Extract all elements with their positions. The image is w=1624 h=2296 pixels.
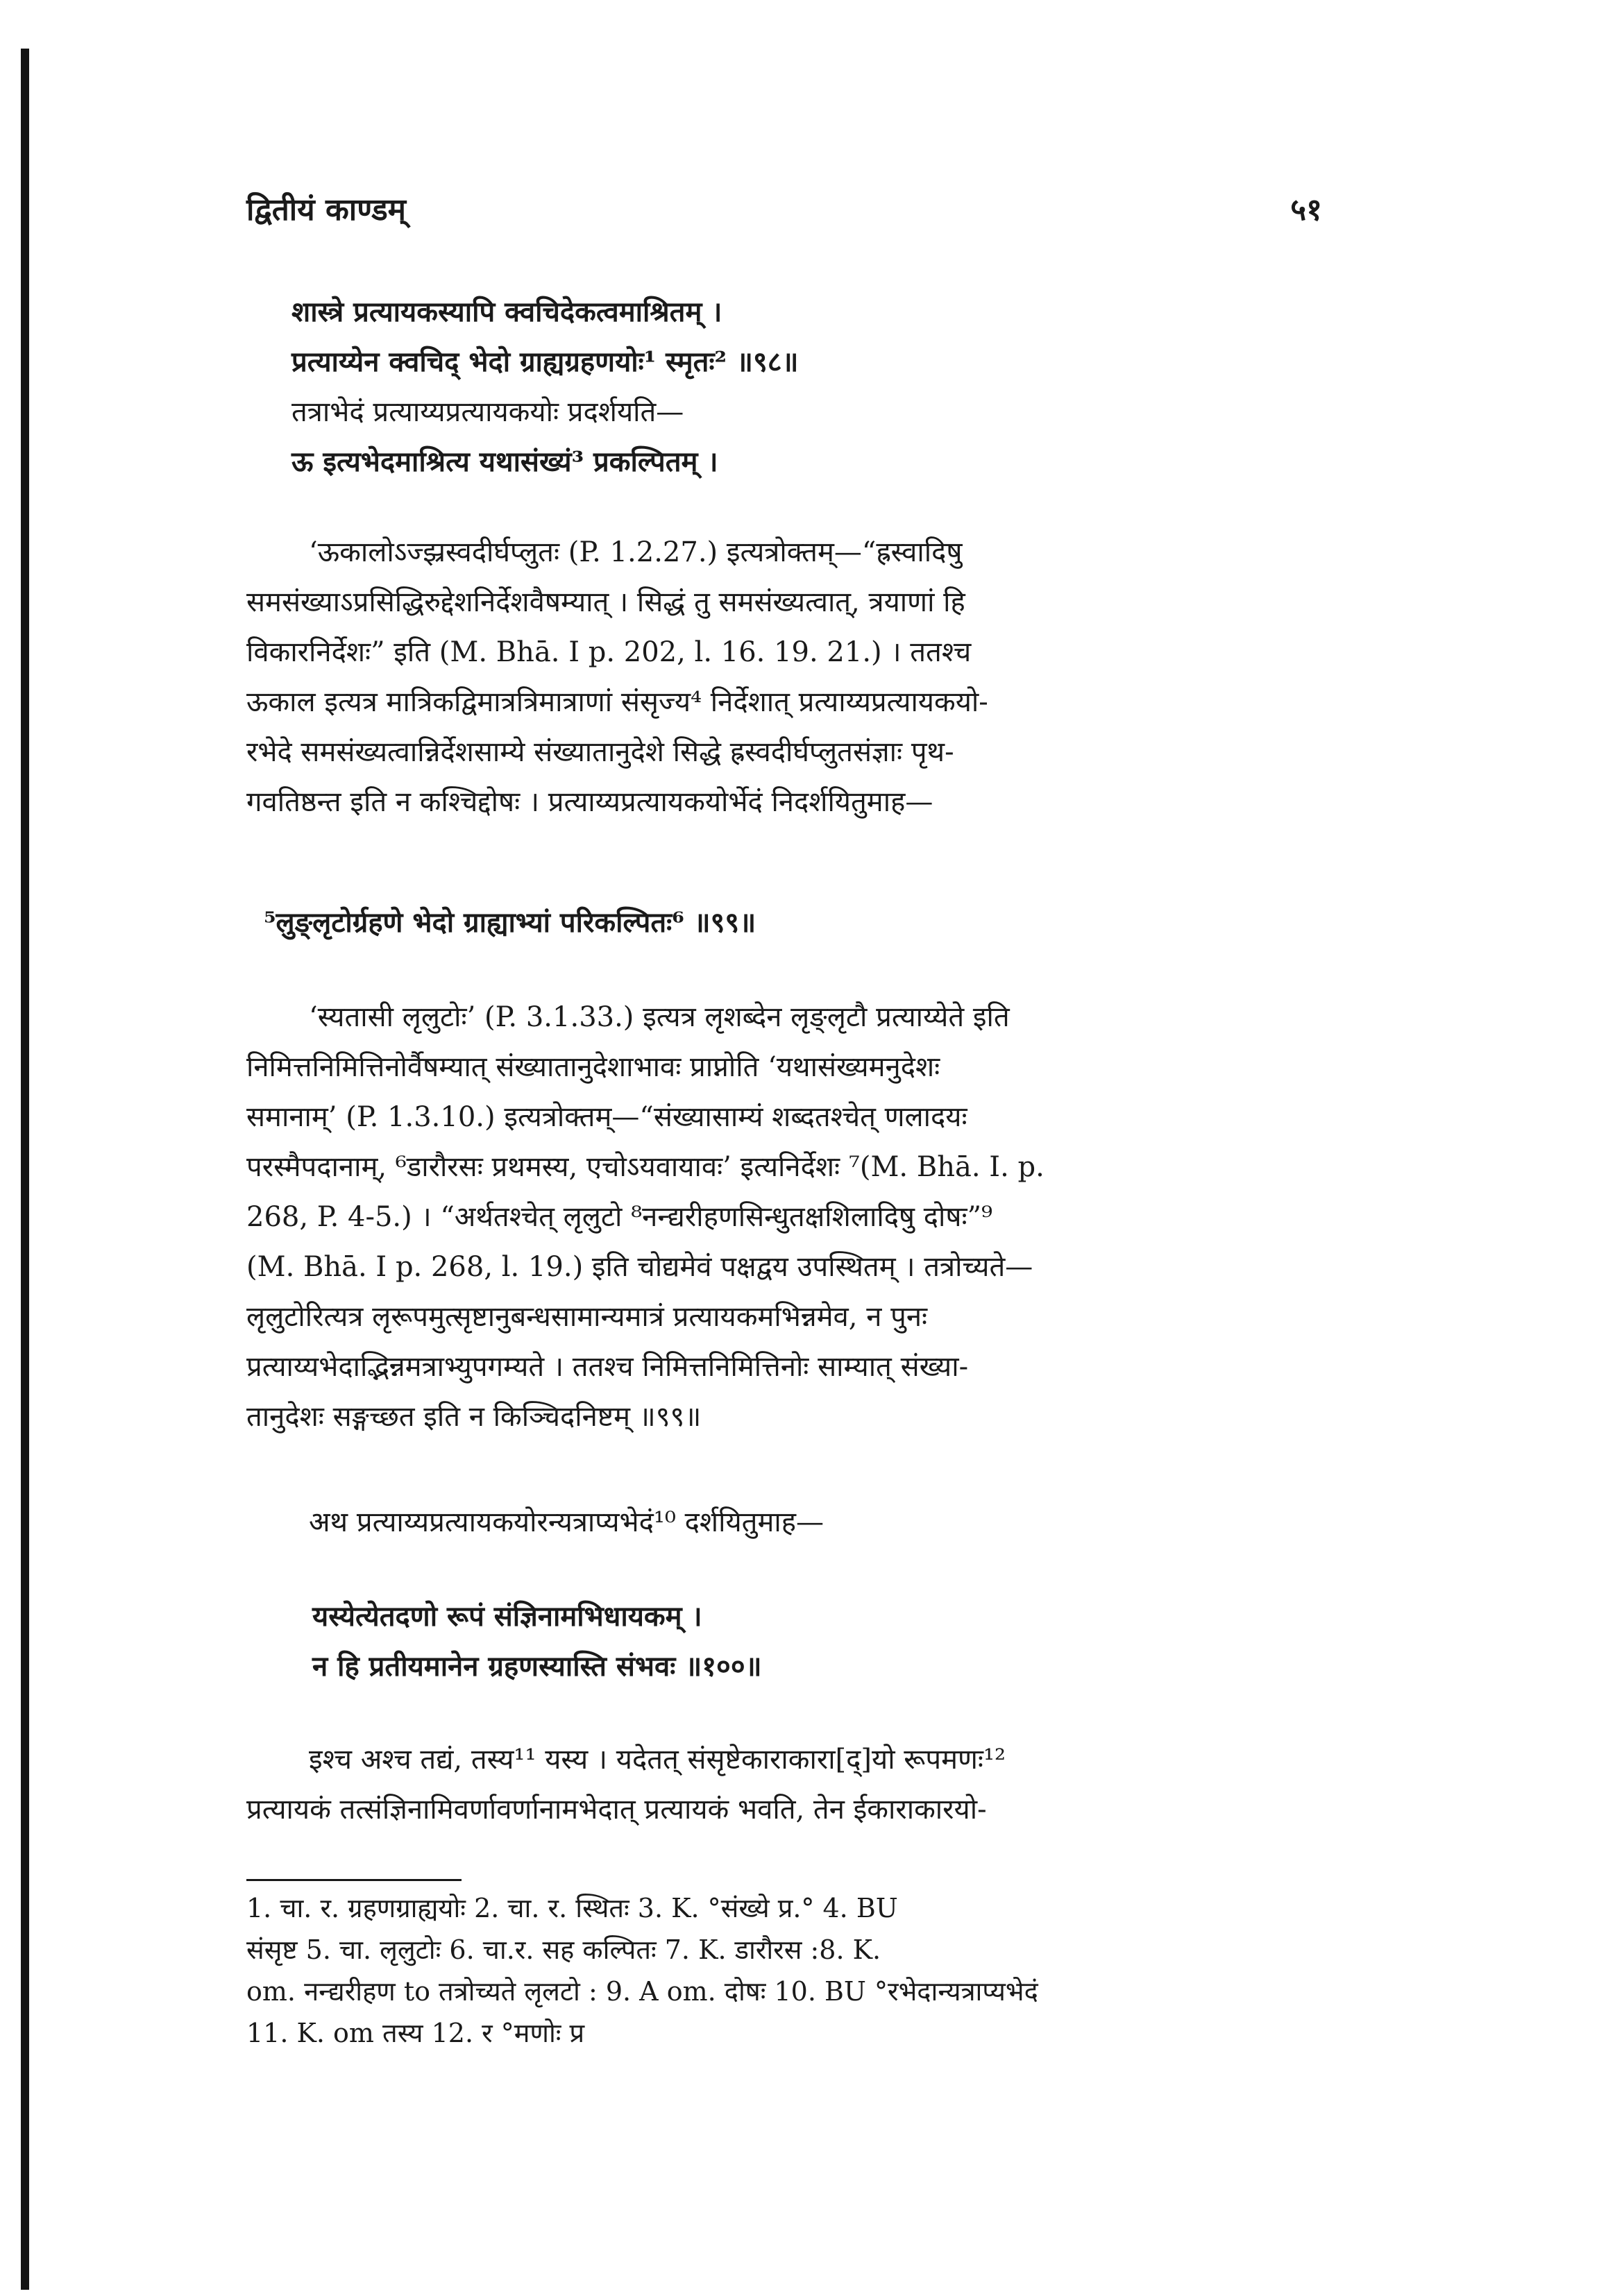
binding-edge-line [21,49,29,2290]
commentary-line: समानाम्’ (P. 1.3.10.) इत्यत्रोक्तम्—“संख्यासाम्यं शब्दतश्चेत् णलादयः [246,1101,967,1133]
verse-line: ऊ इत्यभेदमाश्रित्य यथासंख्यं³ प्रकल्पितम् । [291,445,718,478]
commentary-line: इश्च अश्च तद्यं, तस्य¹¹ यस्य । यदेतत् संसृष्टेकाराकारा[द्]यो रूपमणः¹² [309,1744,1006,1776]
commentary-line: तानुदेशः सङ्गच्छत इति न किञ्चिदनिष्टम् ॥९९॥ [246,1401,702,1433]
verse-intro-line: तत्राभेदं प्रत्याय्यप्रत्यायकयोः प्रदर्शयति— [291,396,684,428]
commentary-paragraph [246,1497,1329,1547]
section-title: द्वितीयं काण्डम् [246,192,406,228]
verse-line: ⁵लुङ्लृटोर्ग्रहणे भेदो ग्राह्याभ्यां परिकल्पितः⁶ ॥९९॥ [264,906,756,939]
commentary-line: ऊकाल इत्यत्र मात्रिकद्विमात्रत्रिमात्राणां संसृज्य⁴ निर्देशात् प्रत्याय्यप्रत्यायकयो- [246,686,988,718]
footnote-line: संसृष्ट 5. चा. लृलुटोः 6. चा.र. सह कल्पितः 7. K. डारौरस :8. K. [246,1934,881,1965]
commentary-line: निमित्तनिमित्तिनोर्वैषम्यात् संख्यातानुदेशाभावः प्राप्नोति ‘यथासंख्यमनुदेशः [246,1051,940,1083]
commentary-line: 268, P. 4-5.) । “अर्थतश्चेत् लृलुटो ⁸नन्द्यरीहणसिन्धुतक्षशिलादिषु दोषः”⁹ [246,1201,993,1233]
commentary-line: विकारनिर्देशः” इति (M. Bhā. I p. 202, l. 16. 19. 21.) । ततश्च [246,636,972,668]
commentary-paragraph [246,1735,1329,1835]
commentary-paragraph [246,527,1329,827]
commentary-line: ‘स्यतासी लृलुटोः’ (P. 3.1.33.) इत्यत्र लृशब्देन लृङ्लृटौ प्रत्याय्येते इति [309,1001,1010,1033]
commentary-line: प्रत्यायकं तत्संज्ञिनामिवर्णावर्णानामभेदात् प्रत्यायकं भवति, तेन ईकाराकारयो- [246,1794,987,1826]
footnotes [246,1887,1329,2054]
commentary-line: अथ प्रत्याय्यप्रत्यायकयोरन्यत्राप्यभेदं¹⁰ दर्शयितुमाह— [309,1506,824,1538]
verse-line: न हि प्रतीयमानेन ग्रहणस्यास्ति संभवः ॥१००॥ [312,1650,762,1683]
commentary-line: परस्मैपदानाम्, ⁶डारौरसः प्रथमस्य, एचोऽयवायावः’ इत्यनिर्देशः ⁷(M. Bhā. I. p. [246,1151,1044,1183]
page-number: ५१ [1290,192,1322,228]
commentary-line: ‘ऊकालोऽज्झ्रस्वदीर्घप्लुतः (P. 1.2.27.) इत्यत्रोक्तम्—“ह्रस्वादिषु [309,536,963,568]
footnote-line: 1. चा. र. ग्रहणग्राह्ययोः 2. चा. र. स्थितः 3. K. °संख्ये प्र.° 4. BU [246,1893,898,1923]
verse-line: प्रत्याय्येन क्वचिद् भेदो ग्राह्यग्रहणयोः¹ स्मृतः² ॥९८॥ [291,346,799,378]
commentary-paragraph [246,992,1329,1442]
footnote-divider [246,1879,462,1881]
verse-line: शास्त्रे प्रत्यायकस्यापि क्वचिदेकत्वमाश्रितम् । [291,296,722,328]
footnote-line: 11. K. om तस्य 12. र °मणोः प्र [246,2018,585,2048]
commentary-line: रभेदे समसंख्यत्वान्निर्देशसाम्ये संख्यातानुदेशे सिद्धे ह्रस्वदीर्घप्लुतसंज्ञाः पृथ- [246,736,954,768]
commentary-line: समसंख्याऽप्रसिद्धिरुद्देशनिर्देशवैषम्यात् । सिद्धं तु समसंख्यत्वात्, त्रयाणां हि [246,586,965,618]
commentary-line: (M. Bhā. I p. 268, l. 19.) इति चोद्यमेवं पक्षद्वय उपस्थितम् । तत्रोच्यते— [246,1251,1033,1283]
page-header [246,187,1322,229]
commentary-line: प्रत्याय्यभेदाद्भिन्नमत्राभ्युपगम्यते । ततश्च निमित्तनिमित्तिनोः साम्यात् संख्या- [246,1351,969,1383]
commentary-line: गवतिष्ठन्त इति न कश्चिद्दोषः । प्रत्याय्यप्रत्यायकयोर्भेदं निदर्शयितुमाह— [246,786,933,818]
footnote-line: om. नन्द्यरीहण to तत्रोच्यते लृलटो : 9. A om. दोषः 10. BU °रभेदान्यत्राप्यभेदं [246,1976,1038,2007]
verse-line: यस्येत्येतदणो रूपं संज्ञिनामभिधायकम् । [312,1600,702,1633]
commentary-line: लृलुटोरित्यत्र लृरूपमुत्सृष्टानुबन्धसामान्यमात्रं प्रत्यायकमभिन्नमेव, न पुनः [246,1301,928,1333]
